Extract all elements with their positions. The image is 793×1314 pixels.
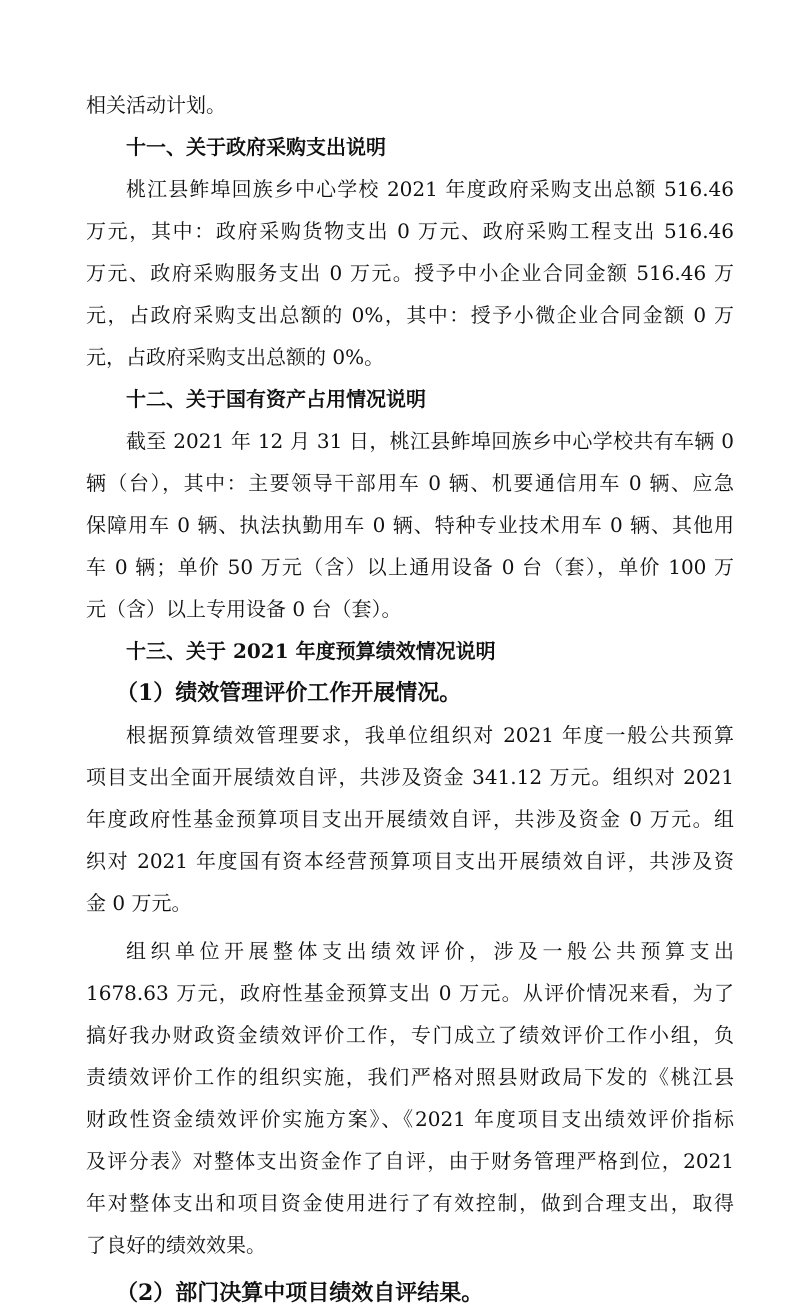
text-line: 及评分表》对整体支出资金作了自评，由于财务管理严格到位，2021: [86, 1149, 734, 1173]
text-line: 根据预算绩效管理要求，我单位组织对 2021 年度一般公共预算: [126, 723, 734, 747]
section-heading-performance: 十三、关于 2021 年度预算绩效情况说明: [126, 639, 496, 663]
subsection-heading-results: （2）部门决算中项目绩效自评结果。: [116, 1280, 484, 1306]
text-line: 组织单位开展整体支出绩效评价，涉及一般公共预算支出: [126, 939, 734, 963]
text-line: 1678.63 万元，政府性基金预算支出 0 万元。从评价情况来看，为了: [86, 981, 734, 1005]
text-line: 金 0 万元。: [86, 891, 192, 915]
text-line: 元，占政府采购支出总额的 0%，其中：授予小微企业合同金额 0 万: [86, 303, 734, 327]
text-line: 责绩效评价工作的组织实施，我们严格对照县财政局下发的《桃江县: [86, 1065, 734, 1089]
text-line: 万元，其中：政府采购货物支出 0 万元、政府采购工程支出 516.46: [86, 219, 734, 243]
text-line: 搞好我办财政资金绩效评价工作，专门成立了绩效评价工作小组，负: [86, 1023, 734, 1047]
text-line: 万元、政府采购服务支出 0 万元。授予中小企业合同金额 516.46 万: [86, 261, 734, 285]
text-line: 项目支出全面开展绩效自评，共涉及资金 341.12 万元。组织对 2021: [86, 765, 734, 789]
text-line: 相关活动计划。: [86, 93, 226, 117]
text-line: 车 0 辆；单价 50 万元（含）以上通用设备 0 台（套），单价 100 万: [86, 555, 734, 579]
text-line: 年对整体支出和项目资金使用进行了有效控制，做到合理支出，取得: [86, 1191, 734, 1215]
text-line: 截至 2021 年 12 月 31 日，桃江县鲊埠回族乡中心学校共有车辆 0: [126, 429, 734, 453]
text-line: 年度政府性基金预算项目支出开展绩效自评，共涉及资金 0 万元。组: [86, 807, 734, 831]
subsection-heading-evaluation: （1）绩效管理评价工作开展情况。: [116, 680, 462, 706]
text-line: 了良好的绩效效果。: [86, 1233, 266, 1257]
text-line: 元（含）以上专用设备 0 台（套）。: [86, 597, 402, 621]
text-line: 保障用车 0 辆、执法执勤用车 0 辆、特种专业技术用车 0 辆、其他用: [86, 513, 734, 537]
text-line: 织对 2021 年度国有资本经营预算项目支出开展绩效自评，共涉及资: [86, 849, 734, 873]
section-heading-procurement: 十一、关于政府采购支出说明: [126, 135, 386, 159]
text-line: 财政性资金绩效评价实施方案》、《2021 年度项目支出绩效评价指标: [86, 1107, 734, 1131]
text-line: 桃江县鲊埠回族乡中心学校 2021 年度政府采购支出总额 516.46: [126, 177, 734, 201]
section-heading-assets: 十二、关于国有资产占用情况说明: [126, 387, 426, 411]
document-page: [86, 84, 734, 1314]
text-line: 元，占政府采购支出总额的 0%。: [86, 345, 385, 369]
text-line: 辆（台），其中：主要领导干部用车 0 辆、机要通信用车 0 辆、应急: [86, 471, 734, 495]
